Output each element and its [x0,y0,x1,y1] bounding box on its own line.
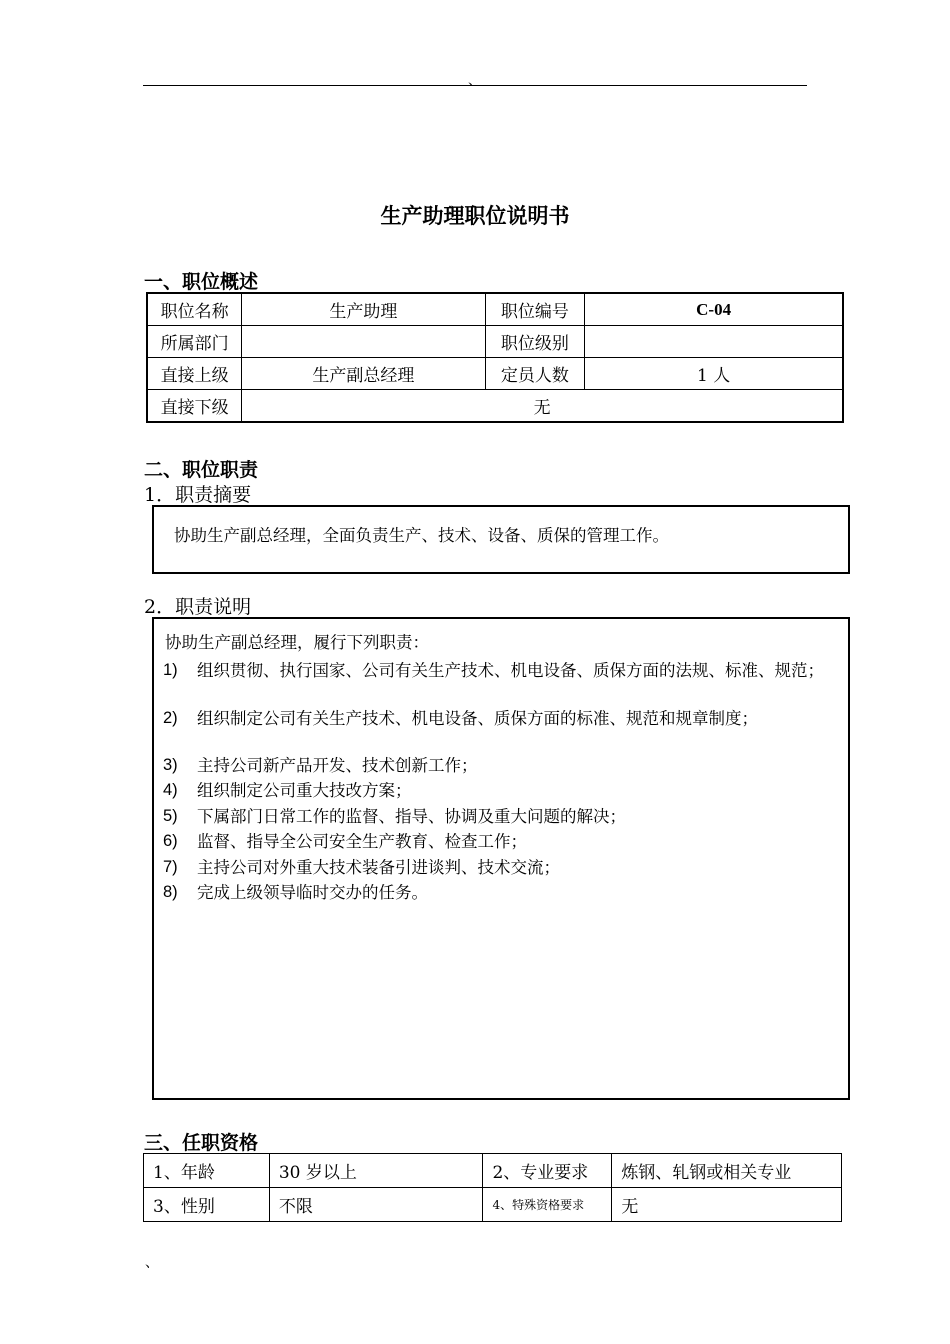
section2-heading: 二、职位职责 [144,459,259,481]
list-item [163,779,843,802]
list-item [163,707,843,730]
table-cell: 30 岁以上 [269,1154,483,1188]
list-number: 2) [163,709,178,727]
list-text: 组织贯彻、执行国家、公司有关生产技术、机电设备、质保方面的法规、标准、规范； [197,661,824,680]
list-text: 组织制定公司有关生产技术、机电设备、质保方面的标准、规范和规章制度； [197,709,758,728]
list-number: 7) [163,858,178,876]
table-row [144,1154,842,1188]
table-cell: 无 [612,1188,842,1222]
position-overview-table [146,292,844,423]
table-cell: 无 [242,390,843,423]
table-cell: 定员人数 [485,358,585,390]
header-rule [143,85,807,86]
list-number: 1) [163,661,178,679]
list-text: 组织制定公司重大技改方案； [197,781,412,800]
list-item [163,881,843,904]
list-number: 8) [163,883,178,901]
list-item [163,856,843,879]
table-cell: 直接上级 [147,358,242,390]
table-cell: 不限 [269,1188,483,1222]
table-row [144,1188,842,1222]
section3-heading: 三、任职资格 [144,1132,259,1154]
table-cell [242,326,485,358]
duties-intro: 协助生产副总经理，履行下列职责： [165,633,429,652]
table-cell: 所属部门 [147,326,242,358]
table-cell [585,326,843,358]
table-row [147,390,843,423]
table-cell: 生产助理 [242,293,485,326]
detail-heading: 2．职责说明 [144,596,252,618]
list-text: 主持公司新产品开发、技术创新工作； [197,756,478,775]
table-row [147,293,843,326]
summary-box [152,505,850,574]
table-cell: 生产副总经理 [242,358,485,390]
table-cell: 职位编号 [485,293,585,326]
table-cell: 1 人 [585,358,843,390]
list-text: 主持公司对外重大技术装备引进谈判、技术交流； [197,858,560,877]
qualifications-table [143,1153,842,1222]
table-row [147,326,843,358]
table-cell: C-04 [585,293,843,326]
footer-mark: 、 [145,1255,159,1271]
list-text: 下属部门日常工作的监督、指导、协调及重大问题的解决； [197,807,626,826]
table-cell: 直接下级 [147,390,242,423]
list-item [163,754,843,777]
table-cell: 3、性别 [144,1188,270,1222]
document-title: 生产助理职位说明书 [380,204,570,228]
list-item [163,659,843,682]
table-cell: 4、特殊资格要求 [483,1188,612,1222]
list-number: 6) [163,832,178,850]
list-number: 3) [163,756,178,774]
table-cell: 职位名称 [147,293,242,326]
section1-heading: 一、职位概述 [144,271,259,293]
duties-box [152,617,850,1100]
list-number: 5) [163,807,178,825]
table-cell: 职位级别 [485,326,585,358]
table-cell: 炼钢、轧钢或相关专业 [612,1154,842,1188]
list-number: 4) [163,781,178,799]
list-text: 完成上级领导临时交办的任务。 [197,883,428,902]
header-mark: 、 [468,73,482,89]
list-item [163,830,843,853]
list-text: 监督、指导全公司安全生产教育、检查工作； [197,832,527,851]
summary-heading: 1．职责摘要 [144,484,252,506]
table-row [147,358,843,390]
table-cell: 1、年龄 [144,1154,270,1188]
table-cell: 2、专业要求 [483,1154,612,1188]
list-item [163,805,843,828]
summary-text: 协助生产副总经理，全面负责生产、技术、设备、质保的管理工作。 [174,526,669,545]
